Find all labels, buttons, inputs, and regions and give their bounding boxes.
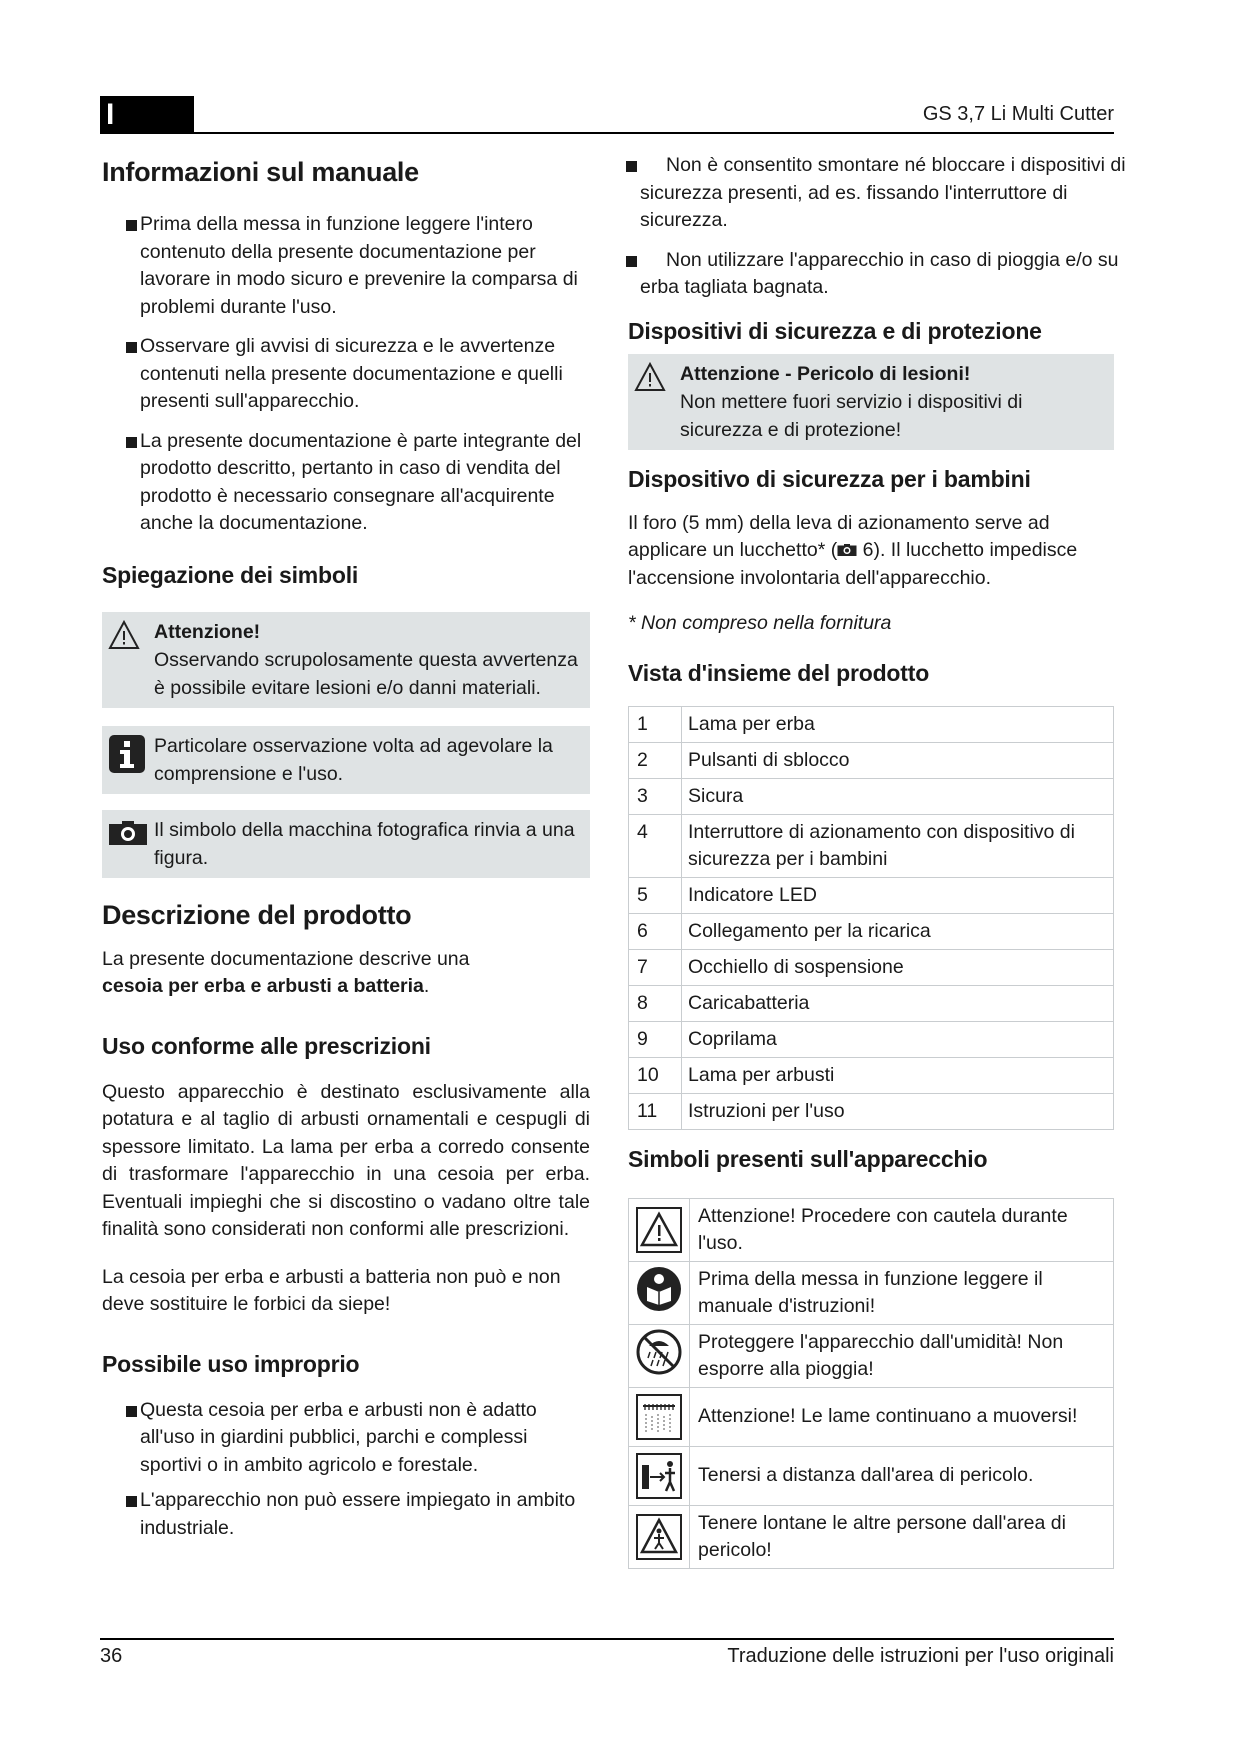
item-label: Caricabatteria xyxy=(682,985,1114,1021)
table-row xyxy=(629,913,1114,949)
left-column xyxy=(102,155,590,1542)
symbol-text: Tenere lontane le altre persone dall'area di pericolo! xyxy=(690,1505,1114,1568)
page-number: 36 xyxy=(100,1645,123,1667)
item-label: Interruttore di azionamento con dispositivo di sicurezza per i bambini xyxy=(682,814,1114,877)
read-manual-icon xyxy=(635,1296,683,1318)
table-row xyxy=(629,1093,1114,1129)
warning-title: Attenzione! xyxy=(154,620,261,643)
footer-text: Traduzione delle istruzioni per l'uso originali xyxy=(727,1645,1114,1667)
item-number: 8 xyxy=(629,985,682,1021)
symbols-title: Spiegazione dei simboli xyxy=(102,561,359,588)
item-number: 6 xyxy=(629,913,682,949)
product-overview-table xyxy=(628,706,1114,1130)
camera-text: Il simbolo della macchina fotografica rinvia a una figura. xyxy=(154,818,575,869)
symbol-text: Prima della messa in funzione leggere il manuale d'istruzioni! xyxy=(690,1261,1114,1324)
symbol-text: Proteggere l'apparecchio dall'umidità! Non esporre alla pioggia! xyxy=(690,1324,1114,1387)
item-label: Sicura xyxy=(682,778,1114,814)
manual-info-title: Informazioni sul manuale xyxy=(102,157,419,187)
item-number: 4 xyxy=(629,814,682,877)
child-safety-title: Dispositivo di sicurezza per i bambini xyxy=(628,465,1031,492)
info-icon xyxy=(108,734,146,782)
list-item: Osservare gli avvisi di sicurezza e le avvertenze contenuti nella presente documentazione e quelli presenti sull'apparecchio. xyxy=(102,333,590,416)
intended-use-title: Uso conforme alle prescrizioni xyxy=(102,1032,431,1059)
table-row xyxy=(629,1021,1114,1057)
item-number: 3 xyxy=(629,778,682,814)
item-label: Pulsanti di sblocco xyxy=(682,742,1114,778)
item-number: 11 xyxy=(629,1093,682,1129)
camera-icon xyxy=(108,820,148,854)
symbol-text: Attenzione! Procedere con cautela durante l'uso. xyxy=(690,1198,1114,1261)
item-label: Indicatore LED xyxy=(682,877,1114,913)
table-row xyxy=(629,814,1114,877)
info-note xyxy=(102,726,590,794)
list-item: L'apparecchio non può essere impiegato in ambito industriale. xyxy=(102,1487,590,1542)
right-column xyxy=(628,152,1138,1569)
table-row xyxy=(629,778,1114,814)
table-row xyxy=(629,742,1114,778)
list-item: Non utilizzare l'apparecchio in caso di pioggia e/o su erba tagliata bagnata. xyxy=(628,247,1138,302)
product-overview-title: Vista d'insieme del prodotto xyxy=(628,659,930,686)
item-number: 9 xyxy=(629,1021,682,1057)
moving-blades-icon xyxy=(636,1394,682,1440)
header-rule xyxy=(100,132,1114,134)
warning-triangle-icon xyxy=(108,620,140,658)
item-number: 10 xyxy=(629,1057,682,1093)
product-description-title: Descrizione del prodotto xyxy=(102,899,412,930)
item-label: Coprilama xyxy=(682,1021,1114,1057)
item-label: Lama per erba xyxy=(682,706,1114,742)
child-safety-text: Il foro (5 mm) della leva di azionamento serve ad applicare un lucchetto* ( 6). Il lucchetto impedisce l'accensione involontaria dell'apparecchio. xyxy=(628,511,1078,589)
table-row xyxy=(629,949,1114,985)
keep-bystanders-away-icon xyxy=(636,1514,682,1560)
table-row xyxy=(629,1446,1114,1505)
item-number: 2 xyxy=(629,742,682,778)
not-included-note: * Non compreso nella fornitura xyxy=(628,612,892,634)
intended-use-note: La cesoia per erba e arbusti a batteria non può e non deve sostituire le forbici da siepe! xyxy=(102,1265,561,1315)
table-row xyxy=(629,985,1114,1021)
table-row xyxy=(629,1198,1114,1261)
warning-note xyxy=(102,612,590,708)
footer-rule xyxy=(100,1638,1114,1640)
symbol-text: Attenzione! Le lame continuano a muoversi! xyxy=(690,1387,1114,1446)
warning-text: Osservando scrupolosamente questa avvertenza è possibile evitare lesioni e/o danni materiali. xyxy=(154,648,578,699)
no-rain-icon xyxy=(635,1359,683,1381)
table-row xyxy=(629,1057,1114,1093)
symbol-text: Tenersi a distanza dall'area di pericolo. xyxy=(690,1446,1114,1505)
safety-devices-title: Dispositivi di sicurezza e di protezione xyxy=(628,317,1042,344)
item-label: Lama per arbusti xyxy=(682,1057,1114,1093)
model-name: GS 3,7 Li Multi Cutter xyxy=(922,103,1114,125)
manual-bullet-list xyxy=(102,211,590,538)
camera-icon xyxy=(837,543,857,557)
safety-bullet-list xyxy=(628,152,1138,302)
device-symbols-title: Simboli presenti sull'apparecchio xyxy=(628,1145,988,1172)
item-label: Collegamento per la ricarica xyxy=(682,913,1114,949)
table-row xyxy=(629,877,1114,913)
list-item: Non è consentito smontare né bloccare i dispositivi di sicurezza presenti, ad es. fissando l'interruttore di sicurezza. xyxy=(628,152,1138,235)
item-number: 7 xyxy=(629,949,682,985)
table-row xyxy=(629,1387,1114,1446)
item-number: 5 xyxy=(629,877,682,913)
camera-note xyxy=(102,810,590,878)
table-row xyxy=(629,1505,1114,1568)
device-symbols-table xyxy=(628,1198,1114,1569)
product-description-text: La presente documentazione descrive una cesoia per erba e arbusti a batteria. xyxy=(102,947,470,997)
keep-distance-icon xyxy=(636,1453,682,1499)
safety-warning-text: Non mettere fuori servizio i dispositivi di sicurezza e di protezione! xyxy=(680,390,1023,441)
item-number: 1 xyxy=(629,706,682,742)
item-label: Istruzioni per l'uso xyxy=(682,1093,1114,1129)
warning-triangle-icon xyxy=(636,1207,682,1253)
table-row xyxy=(629,706,1114,742)
table-row xyxy=(629,1324,1114,1387)
table-row xyxy=(629,1261,1114,1324)
list-item: La presente documentazione è parte integrante del prodotto descritto, pertanto in caso di vendita del prodotto è necessario consegnare all'acquirente anche la documentazione. xyxy=(102,428,590,538)
list-item: Questa cesoia per erba e arbusti non è adatto all'uso in giardini pubblici, parchi e complessi sportivi o in ambito agricolo e forestale. xyxy=(102,1397,590,1480)
item-label: Occhiello di sospensione xyxy=(682,949,1114,985)
misuse-title: Possibile uso improprio xyxy=(102,1350,360,1377)
list-item: Prima della messa in funzione leggere l'intero contenuto della presente documentazione per lavorare in modo sicuro e prevenire la comparsa di problemi durante l'uso. xyxy=(102,211,590,321)
warning-triangle-icon xyxy=(634,362,666,400)
info-text: Particolare osservazione volta ad agevolare la comprensione e l'uso. xyxy=(154,734,553,785)
intended-use-text: Questo apparecchio è destinato esclusivamente alla potatura e al taglio di arbusti ornamentali e cespugli di spessore limitato. La lama per erba a corredo consente di trasformare l'apparecchio in una cesoia per erba. Eventuali impieghi che si discostino o vadano oltre tale finalità sono considerati non conformi alle prescrizioni. xyxy=(102,1080,590,1240)
misuse-bullet-list xyxy=(102,1397,590,1543)
safety-warning-note xyxy=(628,354,1114,450)
safety-warning-title: Attenzione - Pericolo di lesioni! xyxy=(680,362,971,385)
language-tab: I xyxy=(100,96,194,133)
